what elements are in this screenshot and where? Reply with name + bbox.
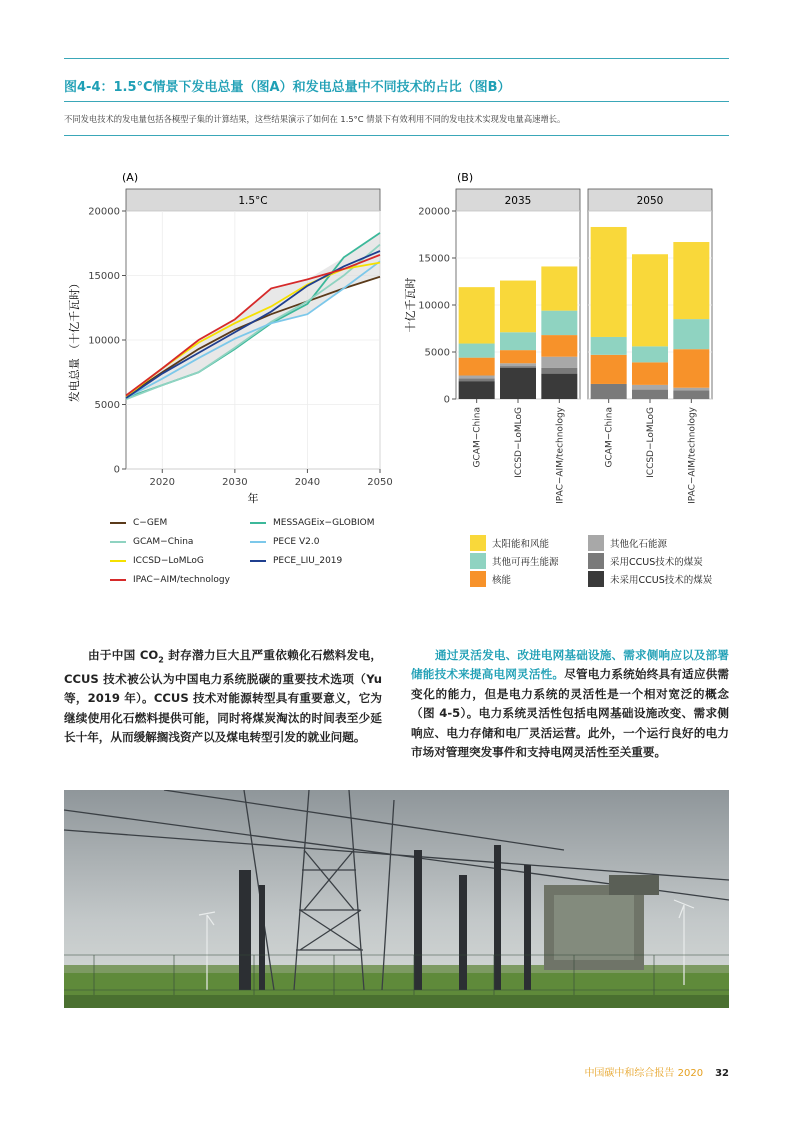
body-left-a: 由于中国 CO	[88, 648, 159, 662]
legend-swatch	[250, 522, 266, 524]
bar-segment	[541, 311, 577, 335]
bar-segment	[632, 385, 668, 390]
figure-caption: 不同发电技术的发电量包括各模型子集的计算结果，这些结果演示了如何在 1.5°C 情景下有效利用不同的发电技术实现发电量高速增长。	[64, 114, 566, 124]
y-tick-label: 10000	[88, 335, 120, 347]
y-axis-label: 十亿千瓦时	[404, 277, 417, 333]
legend-swatch	[110, 579, 126, 581]
legend-swatch	[110, 522, 126, 524]
facet-title-2050: 2050	[636, 195, 664, 207]
bar-segment	[632, 362, 668, 385]
x-tick-label: IPAC−AIM/technology	[555, 407, 566, 504]
caption-rule	[64, 135, 729, 136]
bar-segment	[500, 368, 536, 399]
bar-segment	[500, 350, 536, 363]
legend-a-item	[250, 537, 319, 547]
bar-segment	[459, 287, 495, 343]
legend-b-item	[588, 535, 667, 551]
legend-swatch	[588, 553, 604, 569]
footer	[584, 1064, 729, 1079]
legend-label: IPAC−AIM/technology	[133, 575, 230, 585]
bar-segment	[673, 349, 709, 388]
co2-subscript: 2	[158, 655, 164, 665]
figure-title: 图4-4：1.5°C情景下发电总量（图A）和发电总量中不同技术的占比（图B）	[64, 80, 511, 95]
top-rule	[64, 58, 729, 59]
y-tick-label: 0	[113, 464, 120, 476]
bar-segment	[541, 335, 577, 357]
legend-swatch	[250, 541, 266, 543]
bar-segment	[500, 363, 536, 366]
substation-photo	[64, 790, 729, 1008]
x-tick-label: IPAC−AIM/technology	[687, 407, 698, 504]
bar-segment	[459, 358, 495, 376]
legend-label: 采用CCUS技术的煤炭	[610, 557, 703, 568]
body-left-b: 封存潜力巨大且严重依赖化石燃料发电，CCUS 技术被公认为中国电力系统脱碳的重要技术选项（Yu 等，2019 年）。CCUS 技术对能源转型具有重要意义，它为继续使用化石燃料提供可能，同时将煤炭淘汰的时间表至少延长十年，从而缓解搁浅资产以及煤电转型引发的就业问题。	[64, 648, 382, 744]
bar-segment	[591, 384, 627, 399]
y-tick-label: 0	[443, 394, 450, 406]
x-tick-label: ICCSD−LoMLoG	[646, 407, 656, 478]
legend-swatch	[470, 553, 486, 569]
legend-label: 未采用CCUS技术的煤炭	[610, 575, 713, 586]
y-tick-label: 15000	[418, 253, 450, 265]
chart-b	[400, 165, 730, 535]
body-right-rest: 尽管电力系统始终具有适应供需变化的能力，但是电力系统的灵活性是一个相对宽泛的概念（图 4-5）。电力系统灵活性包括电网基础设施改变、需求侧响应、电力存储和电厂灵活运营。此外，一个运行良好的电力市场对管理突发事件和支持电网灵活性至关重要。	[411, 667, 729, 760]
bar-segment	[459, 376, 495, 379]
bar-segment	[500, 366, 536, 368]
bar-segment	[673, 242, 709, 319]
legend-swatch	[250, 560, 266, 562]
y-tick-label: 20000	[418, 206, 450, 218]
bar-segment	[673, 319, 709, 349]
legend-a-item	[110, 518, 167, 528]
legend-label: GCAM−China	[133, 537, 194, 547]
bar-segment	[541, 374, 577, 399]
legend-b-item	[588, 553, 703, 569]
legend-label: C−GEM	[133, 518, 168, 528]
y-tick-label: 5000	[424, 347, 450, 359]
bar-segment	[541, 368, 577, 374]
bar-segment	[500, 332, 536, 350]
legend-label: 太阳能和风能	[492, 539, 550, 550]
legend-a-item	[110, 556, 204, 566]
legend-a-item	[110, 575, 230, 585]
legend-swatch	[588, 571, 604, 587]
y-tick-label: 5000	[94, 400, 120, 411]
x-tick-label: GCAM−China	[472, 407, 483, 468]
body-right-column	[411, 646, 729, 762]
x-tick-label: 2030	[222, 477, 248, 488]
legend-b-item	[588, 571, 712, 587]
y-tick-label: 20000	[88, 206, 120, 218]
legend-label: MESSAGEix−GLOBIOM	[273, 518, 375, 528]
bar-segment	[673, 388, 709, 391]
legend-b-item	[470, 553, 559, 569]
bar-segment	[591, 227, 627, 337]
bar-segment	[673, 391, 709, 399]
legend-b-item	[470, 571, 511, 587]
bar-segment	[632, 390, 668, 399]
footer-report-title: 中国碳中和综合报告 2020	[584, 1068, 704, 1079]
legend-label: PECE_LIU_2019	[273, 556, 343, 566]
legend-b-item	[470, 535, 549, 551]
legend-a-item	[250, 556, 342, 566]
legend-a-item	[110, 537, 193, 547]
legend-swatch	[110, 541, 126, 543]
title-rule	[64, 101, 729, 102]
legend-label: ICCSD−LoMLoG	[133, 556, 204, 566]
facet-title-a: 1.5°C	[238, 195, 268, 207]
body-left-column	[64, 646, 382, 747]
chart-a	[64, 165, 394, 510]
legend-swatch	[470, 571, 486, 587]
bar-segment	[541, 266, 577, 310]
bar-segment	[632, 254, 668, 346]
bar-segment	[591, 337, 627, 355]
bar-segment	[632, 346, 668, 362]
legend-label: 其他可再生能源	[492, 557, 559, 568]
y-tick-label: 10000	[418, 300, 450, 312]
facet-title-2035: 2035	[504, 195, 532, 207]
x-tick-label: ICCSD−LoMLoG	[514, 407, 524, 478]
x-axis-label: 年	[247, 492, 259, 505]
page-number: 32	[715, 1068, 729, 1079]
x-tick-label: 2040	[294, 477, 321, 488]
legend-label: 其他化石能源	[610, 539, 668, 550]
legend-label: PECE V2.0	[273, 537, 320, 547]
x-tick-label: 2020	[149, 477, 176, 488]
legend-label: 核能	[492, 575, 512, 586]
bar-segment	[541, 357, 577, 368]
panel-b-label: (B)	[457, 171, 474, 184]
y-axis-label: 发电总量 （十亿千瓦时）	[68, 277, 81, 403]
bar-segment	[459, 378, 495, 381]
x-tick-label: GCAM−China	[604, 407, 615, 468]
y-tick-label: 15000	[88, 271, 120, 282]
legend-swatch	[588, 535, 604, 551]
bar-segment	[500, 281, 536, 333]
panel-a-label: (A)	[122, 171, 139, 184]
x-tick-label: 2050	[367, 477, 393, 488]
legend-swatch	[110, 560, 126, 562]
legend-swatch	[470, 535, 486, 551]
body-right-highlight: 通过灵活发电、改进电网基础设施、需求侧响应以及部署储能技术来提高电网灵活性。	[411, 648, 729, 682]
bar-segment	[591, 355, 627, 384]
bar-segment	[459, 344, 495, 358]
legend-a-item	[250, 518, 375, 528]
bar-segment	[459, 381, 495, 399]
